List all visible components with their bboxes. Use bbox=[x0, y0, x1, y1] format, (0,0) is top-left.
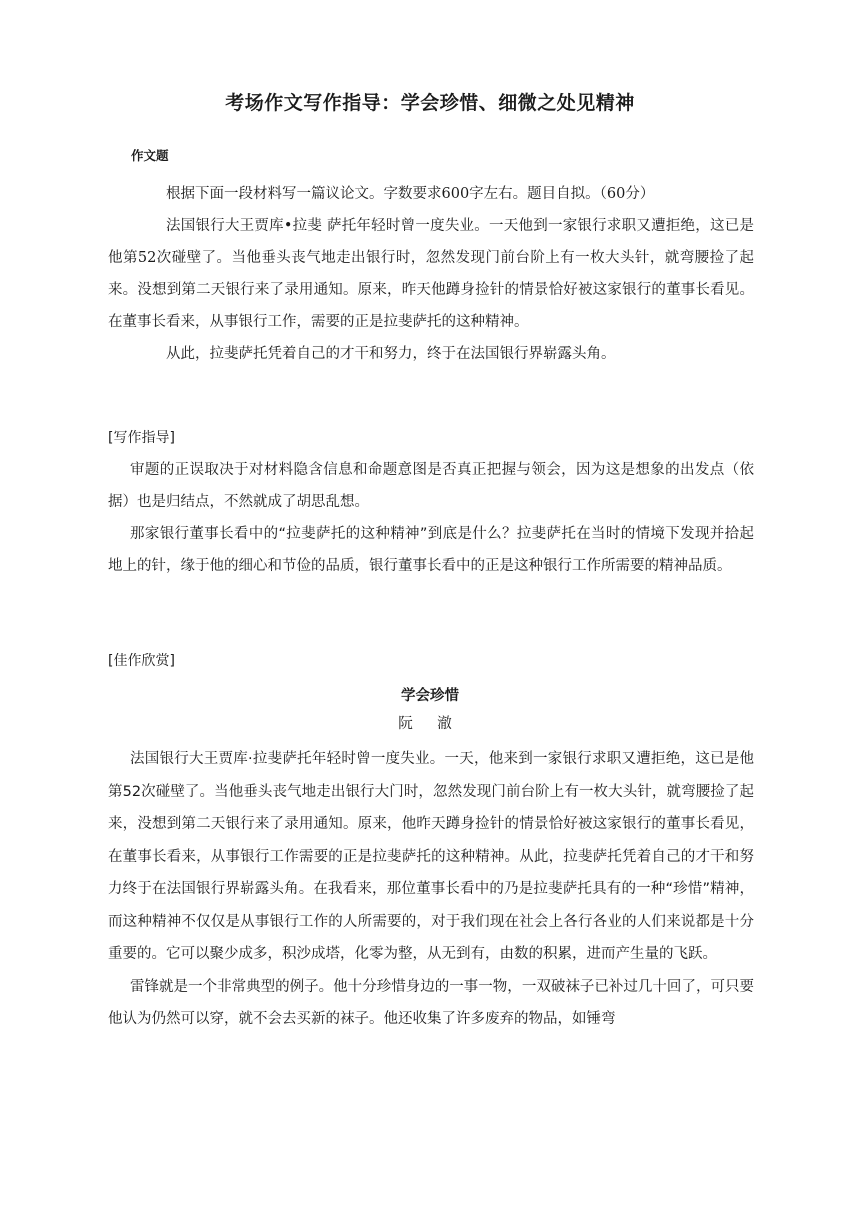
document-title: 考场作文写作指导：学会珍惜、细微之处见精神 bbox=[225, 92, 635, 114]
task-label: 作文题 bbox=[131, 148, 169, 163]
essay-section bbox=[108, 743, 754, 1036]
task-paragraph: 从此，拉斐萨托凭着自己的才干和努力，终于在法国银行界崭露头角。 bbox=[166, 346, 616, 362]
appreciation-label: [佳作欣赏] bbox=[108, 653, 175, 669]
guide-label: [写作指导] bbox=[108, 430, 175, 446]
task-paragraph: 根据下面一段材料写一篇议论文。字数要求600字左右。题目自拟。（60分） bbox=[166, 186, 655, 202]
task-paragraph: 法国银行大王贾库•拉斐 萨托年轻时曾一度失业。一天他到一家银行求职又遭拒绝，这已是他第52次碰壁了。当他垂头丧气地走出银行时，忽然发现门前台阶上有一枚大头针，就弯腰捡了起来。没想到第二天银行来了录用通知。原来，昨天他蹲身捡针的情景恰好被这家银行的董事长看见。在董事长看来，从事银行工作，需要的正是拉斐萨托的这种精神。 bbox=[108, 218, 754, 330]
guide-section bbox=[108, 454, 754, 582]
guide-paragraph: 审题的正误取决于对材料隐含信息和命题意图是否真正把握与领会，因为这是想象的出发点（依据）也是归结点，不然就成了胡思乱想。 bbox=[108, 462, 754, 510]
essay-paragraph: 法国银行大王贾库·拉斐萨托年轻时曾一度失业。一天，他来到一家银行求职又遭拒绝，这已是他第52次碰壁了。当他垂头丧气地走出银行大门时，忽然发现门前台阶上有一枚大头针，就弯腰捡了起来，没想到第二天银行来了录用通知。原来，他昨天蹲身捡针的情景恰好被这家银行的董事长看见，在董事长看来，从事银行工作需要的正是拉斐萨托的这种精神。从此，拉斐萨托凭着自己的才干和努力终于在法国银行界崭露头角。在我看来，那位董事长看中的乃是拉斐萨托具有的一种“珍惜”精神，而这种精神不仅仅是从事银行工作的人所需要的，对于我们现在社会上各行各业的人们来说都是十分重要的。它可以聚少成多，积沙成塔，化零为整，从无到有，由数的积累，进而产生量的飞跃。 bbox=[108, 751, 754, 962]
essay-author: 阮 澈 bbox=[398, 716, 462, 732]
guide-paragraph: 那家银行董事长看中的“拉斐萨托的这种精神”到底是什么？拉斐萨托在当时的情境下发现并拾起地上的针，缘于他的细心和节俭的品质，银行董事长看中的正是这种银行工作所需要的精神品质。 bbox=[108, 526, 754, 574]
essay-title: 学会珍惜 bbox=[401, 688, 459, 704]
essay-paragraph: 雷锋就是一个非常典型的例子。他十分珍惜身边的一事一物，一双破袜子已补过几十回了，可只要他认为仍然可以穿，就不会去买新的袜子。他还收集了许多废弃的物品，如锤弯 bbox=[108, 978, 754, 1027]
task-section bbox=[108, 178, 754, 370]
